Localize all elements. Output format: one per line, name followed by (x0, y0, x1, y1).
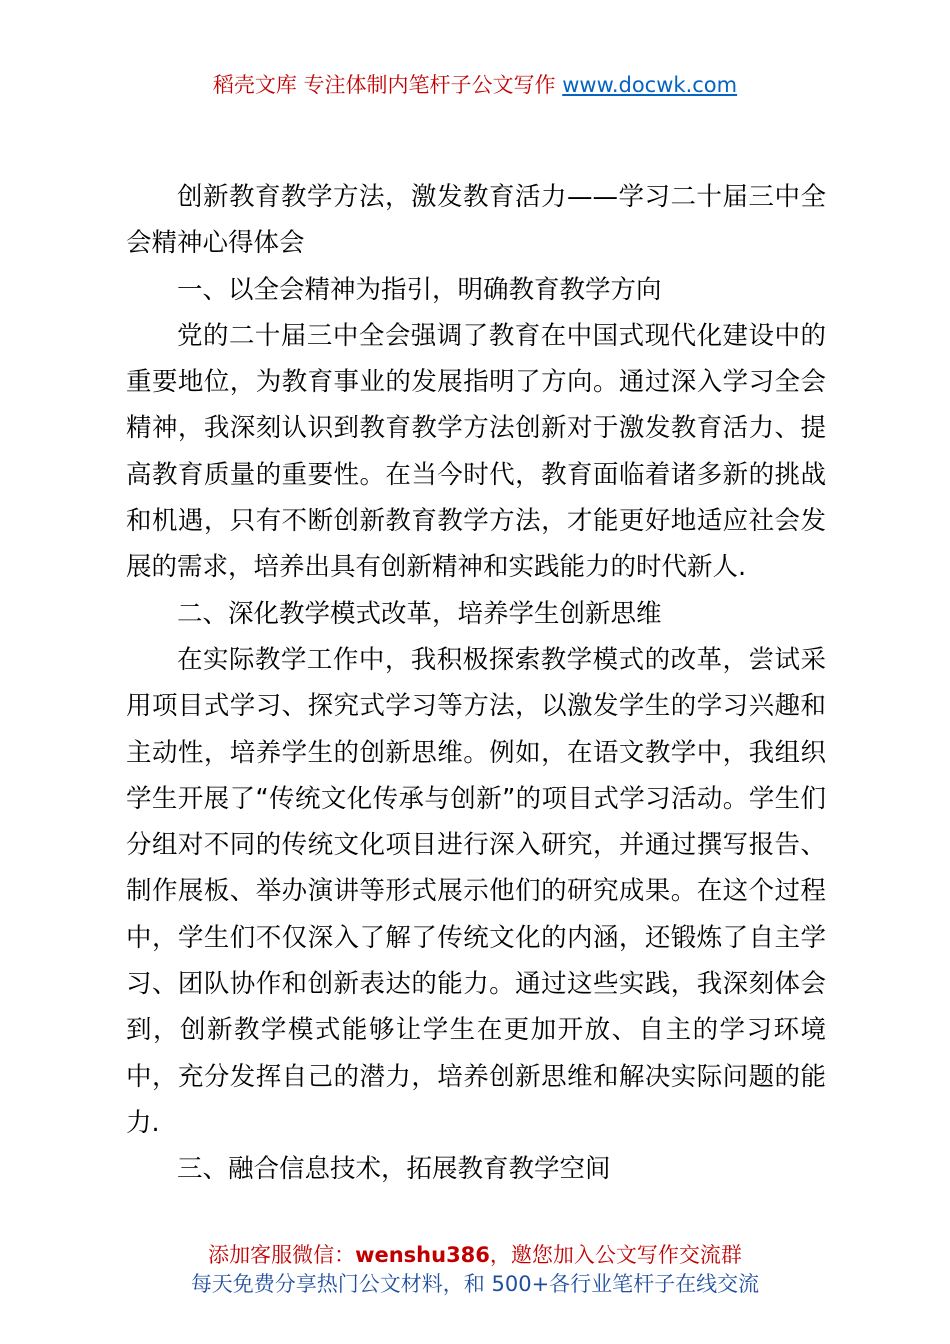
document-title: 创新教育教学方法，激发教育活力——学习二十届三中全会精神心得体会 (126, 182, 826, 259)
header-website-link[interactable]: www.docwk.com (562, 73, 738, 97)
paragraph-1: 党的二十届三中全会强调了教育在中国式现代化建设中的重要地位，为教育事业的发展指明了方向。通过深入学习全会精神，我深刻认识到教育教学方法创新对于激发教育活力、提高教育质量的重要性。在当今时代，教育面临着诸多新的挑战和机遇，只有不断创新教育教学方法，才能更好地适应社会发展的需求，培养出具有创新精神和实践能力的时代新人. (126, 320, 826, 583)
footer-contact-prefix: 添加客服微信： (208, 1243, 356, 1267)
page-footer (0, 1241, 950, 1299)
paragraph-2: 在实际教学工作中，我积极探索教学模式的改革，尝试采用项目式学习、探究式学习等方法，以激发学生的学习兴趣和主动性，培养学生的创新思维。例如，在语文教学中，我组织学生开展了“传统文化传承与创新”的项目式学习活动。学生们分组对不同的传统文化项目进行深入研究，并通过撰写报告、制作展板、举办演讲等形式展示他们的研究成果。在这个过程中，学生们不仅深入了解了传统文化的内涵，还锻炼了自主学习、团队协作和创新表达的能力。通过这些实践，我深刻体会到，创新教学模式能够让学生在更加开放、自主的学习环境中，充分发挥自己的潜力，培养创新思维和解决实际问题的能力. (126, 644, 826, 1138)
section-heading-2: 二、深化教学模式改革，培养学生创新思维 (177, 598, 662, 629)
footer-contact-line (0, 1241, 950, 1270)
header-brand-text: 稻壳文库 专注体制内笔杆子公文写作 (212, 73, 563, 97)
footer-contact-suffix: ，邀您加入公文写作交流群 (489, 1243, 742, 1267)
footer-promo-line: 每天免费分享热门公文材料，和 500+各行业笔杆子在线交流 (190, 1272, 760, 1296)
section-heading-3: 三、融合信息技术，拓展教育教学空间 (177, 1154, 611, 1185)
section-heading-1: 一、以全会精神为指引，明确教育教学方向 (177, 274, 662, 305)
document-body (126, 174, 826, 1193)
page-header (0, 70, 950, 100)
footer-wechat-id: wenshu386 (355, 1243, 490, 1267)
